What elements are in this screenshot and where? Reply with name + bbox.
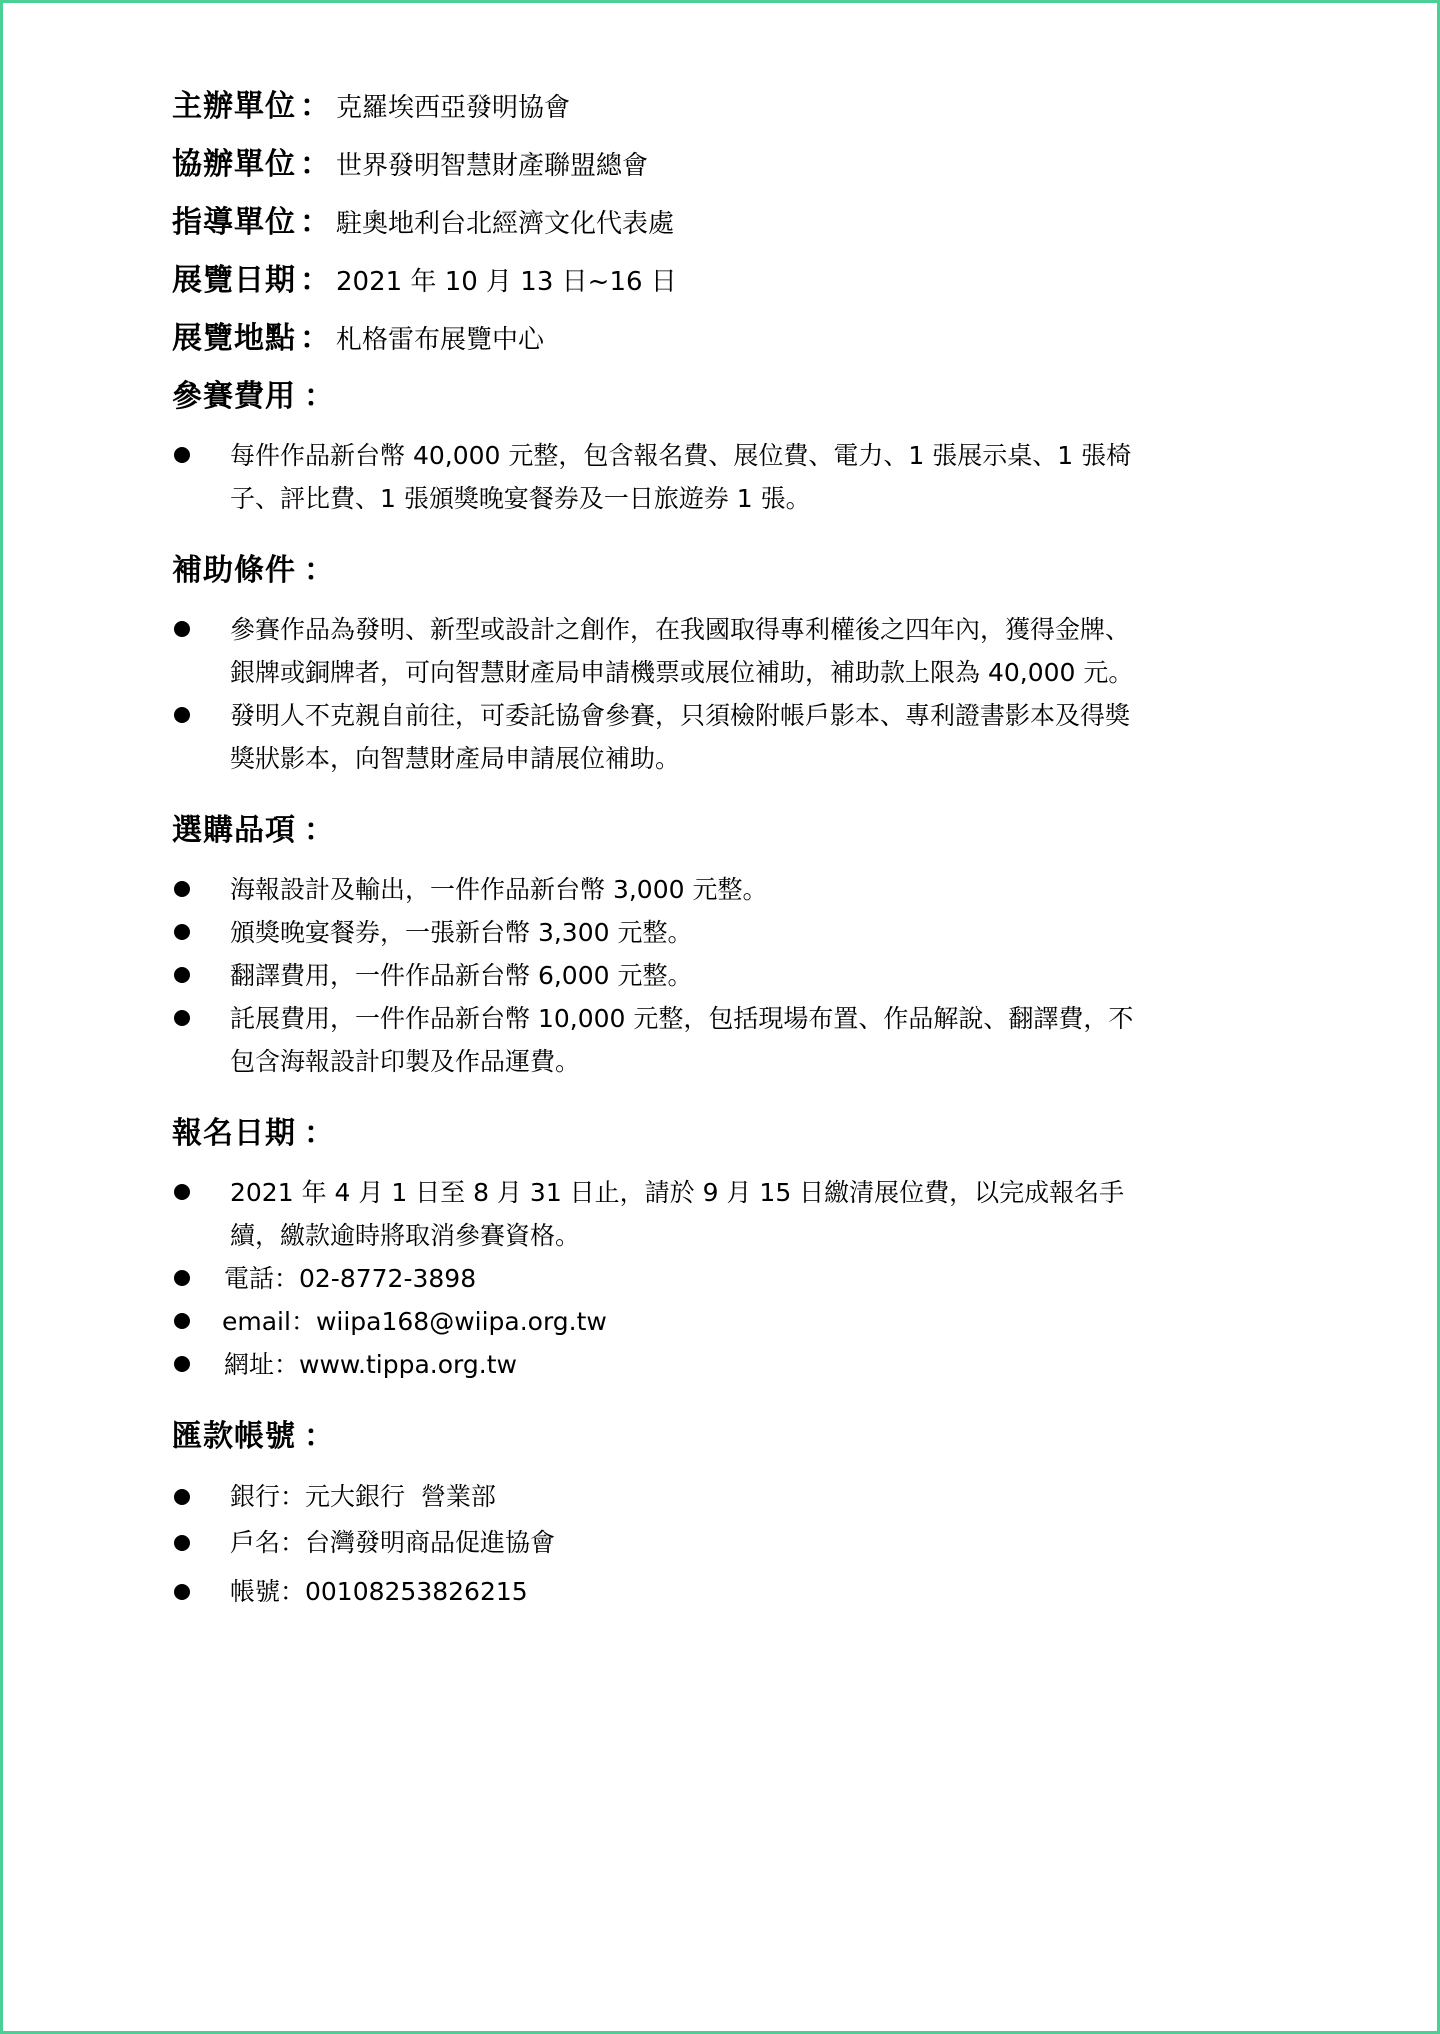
list-item-text: 頒獎晚宴餐券，一張新台幣 3,300 元整。 — [230, 918, 693, 947]
info-block — [172, 78, 1282, 368]
info-row-advisor — [172, 194, 1282, 252]
info-value: 克羅埃西亞發明協會 — [336, 93, 571, 123]
info-label: 展覽地點 — [172, 321, 296, 356]
bullet-icon — [174, 447, 190, 463]
info-colon: ： — [300, 205, 330, 240]
bullet-icon — [174, 621, 190, 637]
info-row-dates — [172, 252, 1282, 310]
list-item-text: 子、評比費、1 張頒獎晚宴餐券及一日旅遊券 1 張。 — [230, 484, 811, 513]
account-number-text: 帳號：00108253826215 — [230, 1577, 528, 1606]
heading-colon: ： — [304, 553, 335, 588]
subsidy-list — [172, 608, 1282, 780]
fees-list — [172, 434, 1282, 520]
bank-text: 銀行：元大銀行 營業部 — [230, 1482, 496, 1511]
list-item — [172, 954, 1282, 997]
bullet-icon — [174, 967, 190, 983]
info-row-venue — [172, 310, 1282, 368]
document-body — [172, 78, 1282, 1618]
list-item — [172, 1171, 1282, 1257]
list-item-text: 參賽作品為發明、新型或設計之創作，在我國取得專利權後之四年內，獲得金牌、 — [230, 615, 1131, 644]
list-item-text: 銀牌或銅牌者，可向智慧財產局申請機票或展位補助，補助款上限為 40,000 元。 — [230, 658, 1134, 687]
info-label: 主辦單位 — [172, 89, 296, 124]
list-item-email — [172, 1300, 1282, 1343]
list-item-text: 2021 年 4 月 1 日至 8 月 31 日止，請於 9 月 15 日繳清展位費，以完成報名手 — [230, 1178, 1125, 1207]
account-name-text: 戶名：台灣發明商品促進協會 — [230, 1528, 556, 1557]
heading-colon: ： — [304, 1116, 335, 1151]
list-item — [172, 434, 1282, 520]
list-item-phone — [172, 1257, 1282, 1300]
info-label: 展覽日期 — [172, 263, 296, 298]
list-item — [172, 997, 1282, 1083]
heading-colon: ： — [304, 813, 335, 848]
info-label: 指導單位 — [172, 205, 296, 240]
heading-text: 選購品項 — [172, 813, 296, 848]
list-item — [172, 911, 1282, 954]
info-colon: ： — [300, 321, 330, 356]
list-item-text: 翻譯費用，一件作品新台幣 6,000 元整。 — [230, 961, 693, 990]
optional-items-list — [172, 868, 1282, 1083]
bullet-icon — [174, 1010, 190, 1026]
email-text: email：wiipa168@wiipa.org.tw — [222, 1307, 607, 1336]
bullet-icon — [174, 1489, 190, 1505]
heading-colon: ： — [304, 379, 335, 414]
info-value: 2021 年 10 月 13 日~16 日 — [336, 267, 677, 297]
list-item-text: 發明人不克親自前往，可委託協會參賽，只須檢附帳戶影本、專利證書影本及得獎 — [230, 701, 1131, 730]
list-item — [172, 608, 1282, 694]
bullet-icon — [174, 924, 190, 940]
section-heading-optional-items — [172, 802, 1282, 860]
list-item — [172, 694, 1282, 780]
section-heading-subsidy — [172, 542, 1282, 600]
bullet-icon — [174, 707, 190, 723]
list-item — [172, 868, 1282, 911]
bullet-icon — [174, 881, 190, 897]
section-heading-registration — [172, 1105, 1282, 1163]
list-item-text: 海報設計及輸出，一件作品新台幣 3,000 元整。 — [230, 875, 768, 904]
list-item-text: 續，繳款逾時將取消參賽資格。 — [230, 1221, 581, 1250]
bullet-icon — [174, 1535, 190, 1551]
info-value: 駐奧地利台北經濟文化代表處 — [336, 209, 675, 239]
section-heading-account — [172, 1408, 1282, 1466]
list-item-website — [172, 1343, 1282, 1386]
list-item-text: 每件作品新台幣 40,000 元整，包含報名費、展位費、電力、1 張展示桌、1 張椅 — [230, 441, 1132, 470]
heading-text: 匯款帳號 — [172, 1419, 296, 1454]
heading-colon: ： — [304, 1419, 335, 1454]
heading-text: 報名日期 — [172, 1116, 296, 1151]
list-item-account-name — [172, 1520, 1282, 1566]
bullet-icon — [174, 1584, 190, 1600]
heading-text: 補助條件 — [172, 553, 296, 588]
list-item-text: 託展費用，一件作品新台幣 10,000 元整，包括現場布置、作品解說、翻譯費，不 — [230, 1004, 1134, 1033]
section-heading-fees — [172, 368, 1282, 426]
list-item-account-number — [172, 1566, 1282, 1618]
bullet-icon — [174, 1356, 190, 1372]
info-row-co-organizer — [172, 136, 1282, 194]
info-colon: ： — [300, 89, 330, 124]
account-list — [172, 1474, 1282, 1618]
registration-list — [172, 1171, 1282, 1386]
list-item-bank — [172, 1474, 1282, 1520]
bullet-icon — [174, 1270, 190, 1286]
bullet-icon — [174, 1184, 190, 1200]
website-text: 網址：www.tippa.org.tw — [224, 1350, 517, 1379]
phone-text: 電話：02-8772-3898 — [224, 1264, 477, 1293]
list-item-text: 獎狀影本，向智慧財產局申請展位補助。 — [230, 744, 681, 773]
info-row-organizer — [172, 78, 1282, 136]
heading-text: 參賽費用 — [172, 379, 296, 414]
bullet-icon — [174, 1313, 190, 1329]
info-colon: ： — [300, 263, 330, 298]
info-colon: ： — [300, 147, 330, 182]
info-label: 協辦單位 — [172, 147, 296, 182]
list-item-text: 包含海報設計印製及作品運費。 — [230, 1047, 581, 1076]
info-value: 世界發明智慧財產聯盟總會 — [336, 151, 649, 181]
info-value: 札格雷布展覽中心 — [336, 325, 545, 355]
